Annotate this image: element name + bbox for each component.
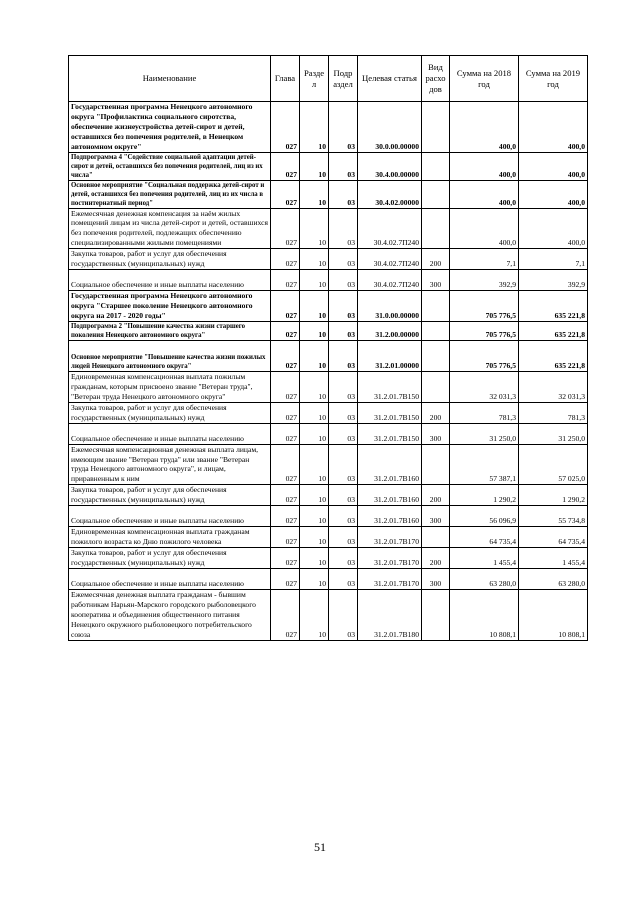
row-razdel: 10 — [300, 444, 329, 485]
row-podrazdel: 03 — [329, 321, 358, 340]
row-target: 30.4.02.00000 — [358, 180, 422, 208]
table-header-row — [69, 56, 588, 102]
row-vid: 200 — [422, 402, 450, 423]
row-podrazdel: 03 — [329, 506, 358, 527]
row-sum-2019: 392,9 — [519, 270, 588, 291]
row-name: Ежемесячная денежная компенсация за наём жилых помещений лицам из числа детей-сирот и детей, оставшихся без попечения родителей, подлежащих обеспечению специализированными жилыми помещениями — [69, 208, 271, 249]
header-sum-2019: Сумма на 2019 год — [519, 56, 588, 102]
row-glava: 027 — [271, 102, 300, 153]
row-sum-2019: 55 734,8 — [519, 506, 588, 527]
row-target: 31.2.01.7В160 — [358, 485, 422, 506]
row-razdel: 10 — [300, 340, 329, 371]
row-podrazdel: 03 — [329, 180, 358, 208]
row-sum-2018: 392,9 — [450, 270, 519, 291]
row-sum-2018: 705 776,5 — [450, 340, 519, 371]
header-glava: Глава — [271, 56, 300, 102]
row-target: 30.4.02.7П240 — [358, 270, 422, 291]
row-name: Ежемесячная денежная выплата гражданам - бывшим работникам Нарьян-Марского городского рыболовецкого кооператива и объединения общественного питания Ненецкого окружного рыболовецкого потребительского союза — [69, 590, 271, 641]
row-sum-2018: 1 290,2 — [450, 485, 519, 506]
row-sum-2018: 56 096,9 — [450, 506, 519, 527]
row-razdel: 10 — [300, 208, 329, 249]
row-sum-2018: 31 250,0 — [450, 423, 519, 444]
row-podrazdel: 03 — [329, 102, 358, 153]
row-glava: 027 — [271, 291, 300, 322]
row-target: 31.2.01.7В160 — [358, 444, 422, 485]
row-target: 31.2.01.7В170 — [358, 527, 422, 548]
table-row — [69, 402, 588, 423]
row-name: Закупка товаров, работ и услуг для обеспечения государственных (муниципальных) нужд — [69, 485, 271, 506]
row-sum-2019: 400,0 — [519, 102, 588, 153]
row-vid — [422, 321, 450, 340]
row-target: 31.2.01.00000 — [358, 340, 422, 371]
row-sum-2019: 31 250,0 — [519, 423, 588, 444]
row-razdel: 10 — [300, 527, 329, 548]
header-vid: Вид расхо дов — [422, 56, 450, 102]
table-row — [69, 423, 588, 444]
row-vid — [422, 102, 450, 153]
row-podrazdel: 03 — [329, 291, 358, 322]
row-vid — [422, 180, 450, 208]
row-name: Социальное обеспечение и иные выплаты населению — [69, 506, 271, 527]
row-vid: 300 — [422, 270, 450, 291]
row-glava: 027 — [271, 180, 300, 208]
row-vid — [422, 590, 450, 641]
row-podrazdel: 03 — [329, 249, 358, 270]
row-podrazdel: 03 — [329, 527, 358, 548]
row-target: 31.2.01.7В150 — [358, 423, 422, 444]
row-glava: 027 — [271, 208, 300, 249]
row-name: Социальное обеспечение и иные выплаты населению — [69, 569, 271, 590]
row-sum-2019: 400,0 — [519, 180, 588, 208]
row-sum-2018: 781,3 — [450, 402, 519, 423]
row-vid: 200 — [422, 485, 450, 506]
row-glava: 027 — [271, 423, 300, 444]
row-target: 31.0.00.00000 — [358, 291, 422, 322]
row-glava: 027 — [271, 371, 300, 402]
table-row — [69, 569, 588, 590]
row-name: Подпрограмма 2 "Повышение качества жизни старшего поколения Ненецкого автономного округа" — [69, 321, 271, 340]
row-podrazdel: 03 — [329, 444, 358, 485]
row-glava: 027 — [271, 444, 300, 485]
table-row — [69, 340, 588, 371]
table-row — [69, 506, 588, 527]
row-target: 31.2.01.7В170 — [358, 548, 422, 569]
row-podrazdel: 03 — [329, 548, 358, 569]
row-podrazdel: 03 — [329, 590, 358, 641]
row-sum-2018: 10 808,1 — [450, 590, 519, 641]
row-target: 30.4.02.7П240 — [358, 208, 422, 249]
row-podrazdel: 03 — [329, 208, 358, 249]
table-row — [69, 291, 588, 322]
row-sum-2019: 63 280,0 — [519, 569, 588, 590]
row-sum-2018: 400,0 — [450, 102, 519, 153]
row-sum-2019: 10 808,1 — [519, 590, 588, 641]
row-glava: 027 — [271, 270, 300, 291]
row-razdel: 10 — [300, 371, 329, 402]
row-razdel: 10 — [300, 180, 329, 208]
row-name: Ежемесячная компенсационная денежная выплата лицам, имеющим звание "Ветеран труда" или звание "Ветеран труда Ненецкого автономного округа", и лицам, приравненным к ним — [69, 444, 271, 485]
row-razdel: 10 — [300, 506, 329, 527]
row-name: Закупка товаров, работ и услуг для обеспечения государственных (муниципальных) нужд — [69, 548, 271, 569]
row-glava: 027 — [271, 249, 300, 270]
table-row — [69, 270, 588, 291]
row-glava: 027 — [271, 321, 300, 340]
row-name: Закупка товаров, работ и услуг для обеспечения государственных (муниципальных) нужд — [69, 402, 271, 423]
row-razdel: 10 — [300, 249, 329, 270]
row-target: 30.0.00.00000 — [358, 102, 422, 153]
table-row — [69, 152, 588, 180]
row-sum-2019: 64 735,4 — [519, 527, 588, 548]
row-sum-2018: 57 387,1 — [450, 444, 519, 485]
row-vid: 200 — [422, 548, 450, 569]
header-target: Целевая статья — [358, 56, 422, 102]
row-target: 31.2.01.7В160 — [358, 506, 422, 527]
row-sum-2019: 635 221,8 — [519, 291, 588, 322]
table-row — [69, 371, 588, 402]
table-row — [69, 249, 588, 270]
row-razdel: 10 — [300, 102, 329, 153]
row-sum-2018: 400,0 — [450, 208, 519, 249]
row-vid: 200 — [422, 249, 450, 270]
row-podrazdel: 03 — [329, 270, 358, 291]
header-podrazdel: Подр аздел — [329, 56, 358, 102]
row-glava: 027 — [271, 152, 300, 180]
row-glava: 027 — [271, 548, 300, 569]
table-row — [69, 102, 588, 153]
row-target: 30.4.02.7П240 — [358, 249, 422, 270]
table-row — [69, 485, 588, 506]
row-sum-2018: 400,0 — [450, 152, 519, 180]
row-sum-2019: 1 455,4 — [519, 548, 588, 569]
table-row — [69, 590, 588, 641]
row-razdel: 10 — [300, 402, 329, 423]
row-podrazdel: 03 — [329, 485, 358, 506]
row-glava: 027 — [271, 527, 300, 548]
row-razdel: 10 — [300, 321, 329, 340]
row-glava: 027 — [271, 590, 300, 641]
row-target: 31.2.01.7В170 — [358, 569, 422, 590]
row-podrazdel: 03 — [329, 423, 358, 444]
row-target: 31.2.00.00000 — [358, 321, 422, 340]
row-vid: 300 — [422, 423, 450, 444]
row-sum-2018: 7,1 — [450, 249, 519, 270]
row-sum-2018: 32 031,3 — [450, 371, 519, 402]
row-sum-2018: 705 776,5 — [450, 291, 519, 322]
row-vid — [422, 371, 450, 402]
row-vid — [422, 527, 450, 548]
row-glava: 027 — [271, 485, 300, 506]
row-name: Социальное обеспечение и иные выплаты населению — [69, 270, 271, 291]
table-row — [69, 527, 588, 548]
row-sum-2018: 705 776,5 — [450, 321, 519, 340]
row-target: 31.2.01.7В150 — [358, 371, 422, 402]
table-row — [69, 444, 588, 485]
row-sum-2019: 32 031,3 — [519, 371, 588, 402]
row-razdel: 10 — [300, 270, 329, 291]
row-podrazdel: 03 — [329, 340, 358, 371]
row-razdel: 10 — [300, 423, 329, 444]
row-name: Единовременная компенсационная выплата гражданам пожилого возраста ко Дню пожилого человека — [69, 527, 271, 548]
row-sum-2019: 400,0 — [519, 152, 588, 180]
row-vid — [422, 291, 450, 322]
row-sum-2018: 64 735,4 — [450, 527, 519, 548]
row-vid: 300 — [422, 569, 450, 590]
row-name: Государственная программа Ненецкого автономного округа "Старшее поколение Ненецкого автономного округа на 2017 - 2020 годы" — [69, 291, 271, 322]
row-name: Подпрограмма 4 "Содействие социальной адаптации детей-сирот и детей, оставшихся без попечения родителей, лиц из их числа" — [69, 152, 271, 180]
page-number: 51 — [314, 840, 326, 854]
row-razdel: 10 — [300, 548, 329, 569]
row-podrazdel: 03 — [329, 371, 358, 402]
row-sum-2019: 635 221,8 — [519, 321, 588, 340]
row-vid — [422, 340, 450, 371]
row-vid: 300 — [422, 506, 450, 527]
row-vid — [422, 152, 450, 180]
row-glava: 027 — [271, 402, 300, 423]
header-sum-2018: Сумма на 2018 год — [450, 56, 519, 102]
row-sum-2018: 400,0 — [450, 180, 519, 208]
row-target: 31.2.01.7В180 — [358, 590, 422, 641]
row-vid — [422, 208, 450, 249]
row-name: Единовременная компенсационная выплата пожилым гражданам, которым присвоено звание "Ветеран труда", "Ветеран труда Ненецкого автономного округа" — [69, 371, 271, 402]
row-sum-2019: 57 025,0 — [519, 444, 588, 485]
row-name: Государственная программа Ненецкого автономного округа "Профилактика социального сиротства, обеспечение жизнеустройства детей-сирот и детей, оставшихся без попечения родителей, в Ненецком автономном округе" — [69, 102, 271, 153]
budget-table — [68, 55, 588, 641]
row-sum-2019: 1 290,2 — [519, 485, 588, 506]
row-name: Основное мероприятие "Социальная поддержка детей-сирот и детей, оставшихся без попечения родителей, лиц из их числа в постинтернатный период" — [69, 180, 271, 208]
row-sum-2018: 1 455,4 — [450, 548, 519, 569]
table-row — [69, 548, 588, 569]
row-podrazdel: 03 — [329, 152, 358, 180]
header-razdel: Разде л — [300, 56, 329, 102]
row-podrazdel: 03 — [329, 569, 358, 590]
row-sum-2019: 400,0 — [519, 208, 588, 249]
row-glava: 027 — [271, 569, 300, 590]
row-glava: 027 — [271, 340, 300, 371]
row-name: Основное мероприятие "Повышение качества жизни пожилых людей Ненецкого автономного округа" — [69, 340, 271, 371]
table-row — [69, 180, 588, 208]
table-row — [69, 208, 588, 249]
row-razdel: 10 — [300, 590, 329, 641]
header-name: Наименование — [69, 56, 271, 102]
row-sum-2019: 635 221,8 — [519, 340, 588, 371]
row-vid — [422, 444, 450, 485]
row-razdel: 10 — [300, 485, 329, 506]
row-razdel: 10 — [300, 152, 329, 180]
row-target: 30.4.00.00000 — [358, 152, 422, 180]
table-row — [69, 321, 588, 340]
row-sum-2019: 781,3 — [519, 402, 588, 423]
row-target: 31.2.01.7В150 — [358, 402, 422, 423]
row-glava: 027 — [271, 506, 300, 527]
table-body — [69, 102, 588, 641]
row-name: Закупка товаров, работ и услуг для обеспечения государственных (муниципальных) нужд — [69, 249, 271, 270]
row-sum-2018: 63 280,0 — [450, 569, 519, 590]
row-name: Социальное обеспечение и иные выплаты населению — [69, 423, 271, 444]
row-razdel: 10 — [300, 569, 329, 590]
row-podrazdel: 03 — [329, 402, 358, 423]
row-razdel: 10 — [300, 291, 329, 322]
row-sum-2019: 7,1 — [519, 249, 588, 270]
